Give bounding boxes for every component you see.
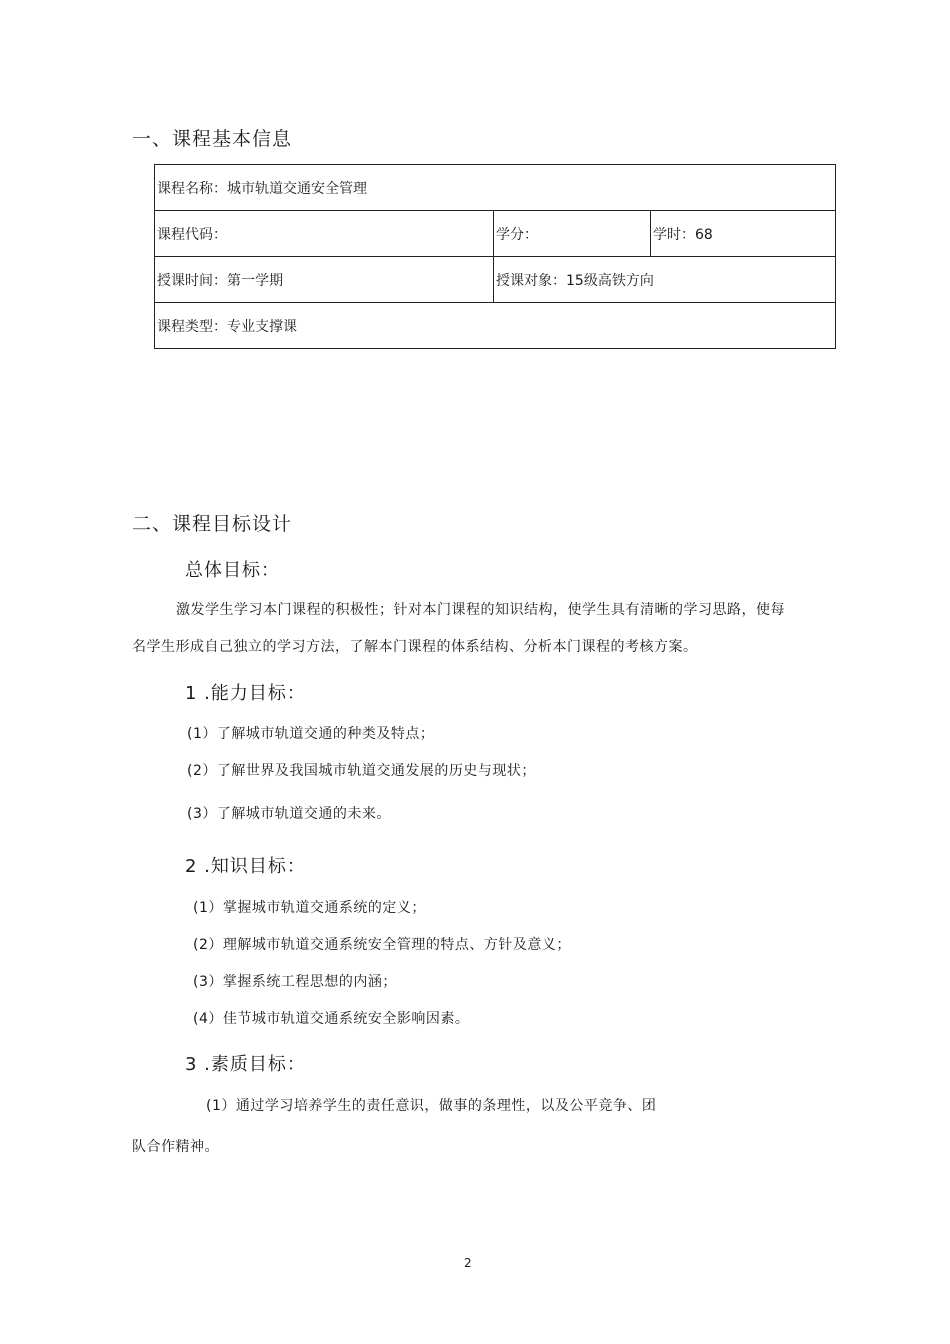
cell-term: 授课时间：第一学期: [155, 257, 494, 303]
quality-goal-heading: 3 .素质目标：: [185, 1054, 306, 1075]
table-row: [155, 257, 836, 303]
table-row: [155, 211, 836, 257]
ability-goal-heading: 1 .能力目标：: [185, 683, 306, 704]
quality-goal-text-line2: 队合作精神。: [132, 1139, 219, 1155]
knowledge-goal-heading: 2 .知识目标：: [185, 856, 306, 877]
overall-goal-heading: 总体目标：: [185, 560, 280, 581]
course-info-table: [154, 164, 836, 349]
table-row: [155, 303, 836, 349]
cell-credits: 学分：: [494, 211, 651, 257]
section-title-objectives: 二、课程目标设计: [132, 513, 293, 535]
cell-course-code: 课程代码：: [155, 211, 494, 257]
list-item: (1）掌握城市轨道交通系统的定义；: [193, 900, 426, 916]
list-item: (2）理解城市轨道交通系统安全管理的特点、方针及意义；: [193, 937, 571, 953]
overall-goal-text-line2: 名学生形成自己独立的学习方法，了解本门课程的体系结构、分析本门课程的考核方案。: [132, 639, 698, 655]
page-number: 2: [464, 1256, 472, 1270]
list-item: (4）佳节城市轨道交通系统安全影响因素。: [193, 1011, 470, 1027]
cell-course-name: 课程名称：城市轨道交通安全管理: [155, 165, 836, 211]
list-item: (1）了解城市轨道交通的种类及特点；: [187, 726, 435, 742]
cell-hours: 学时：68: [651, 211, 836, 257]
list-item: (3）了解城市轨道交通的未来。: [187, 806, 391, 822]
list-item: (3）掌握系统工程思想的内涵；: [193, 974, 397, 990]
cell-course-type: 课程类型：专业支撑课: [155, 303, 836, 349]
list-item: (2）了解世界及我国城市轨道交通发展的历史与现状；: [187, 763, 536, 779]
section-title-basic-info: 一、课程基本信息: [132, 128, 293, 150]
overall-goal-text-line1: 激发学生学习本门课程的积极性；针对本门课程的知识结构，使学生具有清晰的学习思路，使每: [176, 602, 785, 618]
quality-goal-text-line1: (1）通过学习培养学生的责任意识，做事的条理性，以及公平竞争、团: [206, 1098, 657, 1114]
cell-audience: 授课对象：15级高铁方向: [494, 257, 836, 303]
table-row: [155, 165, 836, 211]
